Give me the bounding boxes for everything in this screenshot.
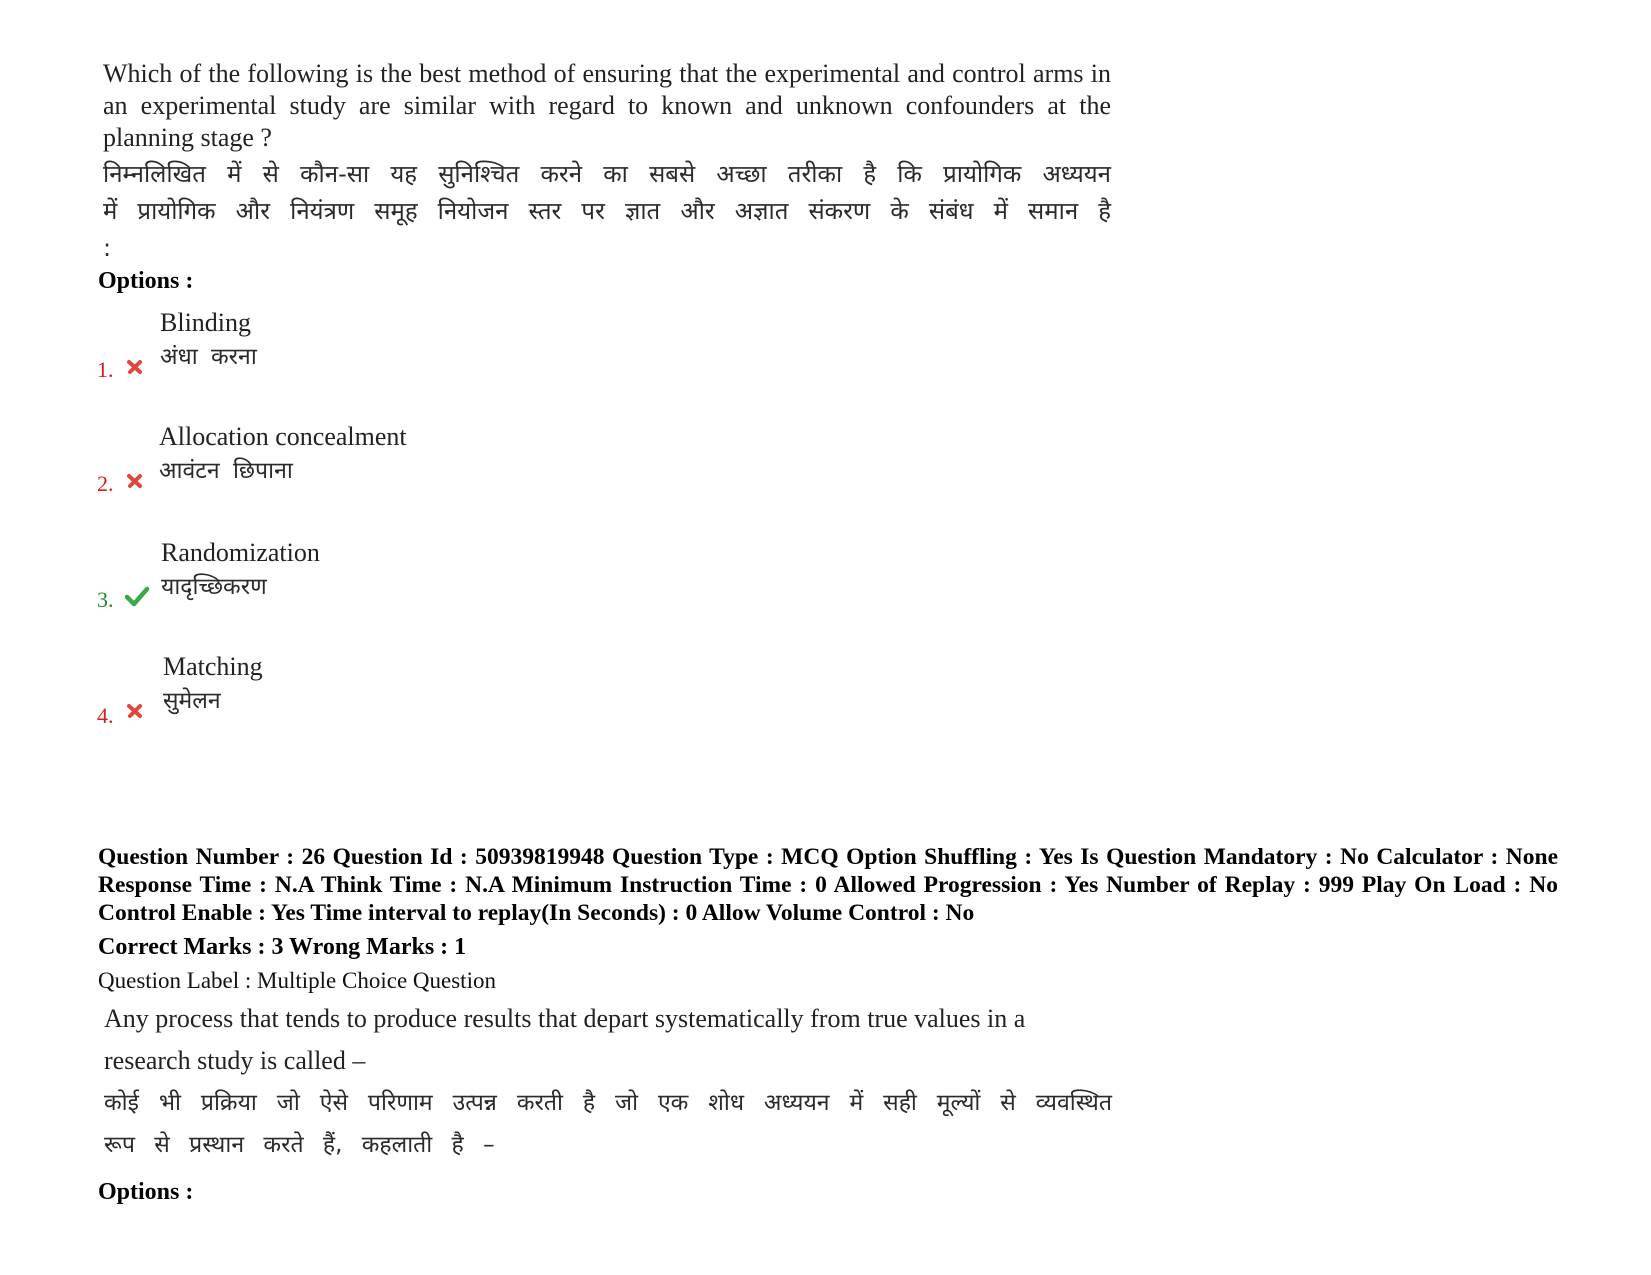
option-2	[97, 420, 697, 500]
marks-info: Correct Marks : 3 Wrong Marks : 1	[98, 934, 467, 960]
option-number: 1.	[97, 357, 114, 382]
option-text	[163, 650, 263, 718]
question-metadata: Question Number : 26 Question Id : 50939819948 Question Type : MCQ Option Shuffling : Yes Is Question Mandatory : No Calculator : None Response Time : N.A Think Time : N.A Minimum Instruction Time : 0 Allowed Progression : Yes Number of Replay : 999 Play On Load : No Control Enable : Yes Time interval to replay(In Seconds) : 0 Allow Volume Control : No	[98, 844, 1558, 926]
option-text-english: Matching	[163, 652, 263, 681]
question-label: Question Label : Multiple Choice Question	[98, 968, 496, 993]
option-text-hindi: अंधा करना	[160, 344, 257, 370]
option-number: 3.	[97, 587, 114, 612]
option-number: 2.	[97, 471, 114, 496]
option-text-hindi: सुमेलन	[163, 688, 221, 714]
question-text-english: Which of the following is the best method of ensuring that the experimental and control arms in an experimental study are similar with regard to known and unknown confounders at the planning stage ?	[103, 59, 1111, 152]
option-text-english: Blinding	[160, 308, 252, 337]
question-text-block	[103, 58, 1111, 267]
next-question-text-english-line1: Any process that tends to produce results that depart systematically from true values in a	[104, 1004, 1026, 1033]
option-1	[97, 306, 697, 386]
next-options-label: Options :	[98, 1179, 194, 1205]
option-number: 4.	[97, 703, 114, 728]
next-question-text-english-line2: research study is called –	[104, 1046, 366, 1075]
question-text-hindi: निम्नलिखित में से कौन-सा यह सुनिश्चित करने का सबसे अच्छा तरीका है कि प्रायोगिक अध्ययन में प्रायोगिक और नियंत्रण समूह नियोजन स्तर पर ज्ञात और अज्ञात संकरण के संबंध में समान है :	[103, 160, 1111, 262]
check-icon	[124, 584, 150, 608]
cross-icon	[124, 700, 146, 722]
next-question-text-block	[104, 998, 1112, 1166]
option-3	[97, 536, 697, 616]
option-text	[159, 420, 407, 488]
option-4	[97, 650, 697, 730]
option-text	[160, 306, 257, 374]
option-text-hindi: यादृच्छिकरण	[161, 574, 267, 600]
option-text-english: Randomization	[161, 538, 320, 567]
option-text	[161, 536, 320, 604]
option-text-english: Allocation concealment	[159, 422, 407, 451]
option-text-hindi: आवंटन छिपाना	[159, 458, 293, 484]
cross-icon	[124, 356, 146, 378]
cross-icon	[124, 470, 146, 492]
next-question-text-hindi: कोई भी प्रक्रिया जो ऐसे परिणाम उत्पन्न करती है जो एक शोध अध्ययन में सही मूल्यों से व्यवस्थित रूप से प्रस्थान करते हैं, कहलाती है –	[104, 1090, 1112, 1158]
options-label: Options :	[98, 268, 194, 294]
